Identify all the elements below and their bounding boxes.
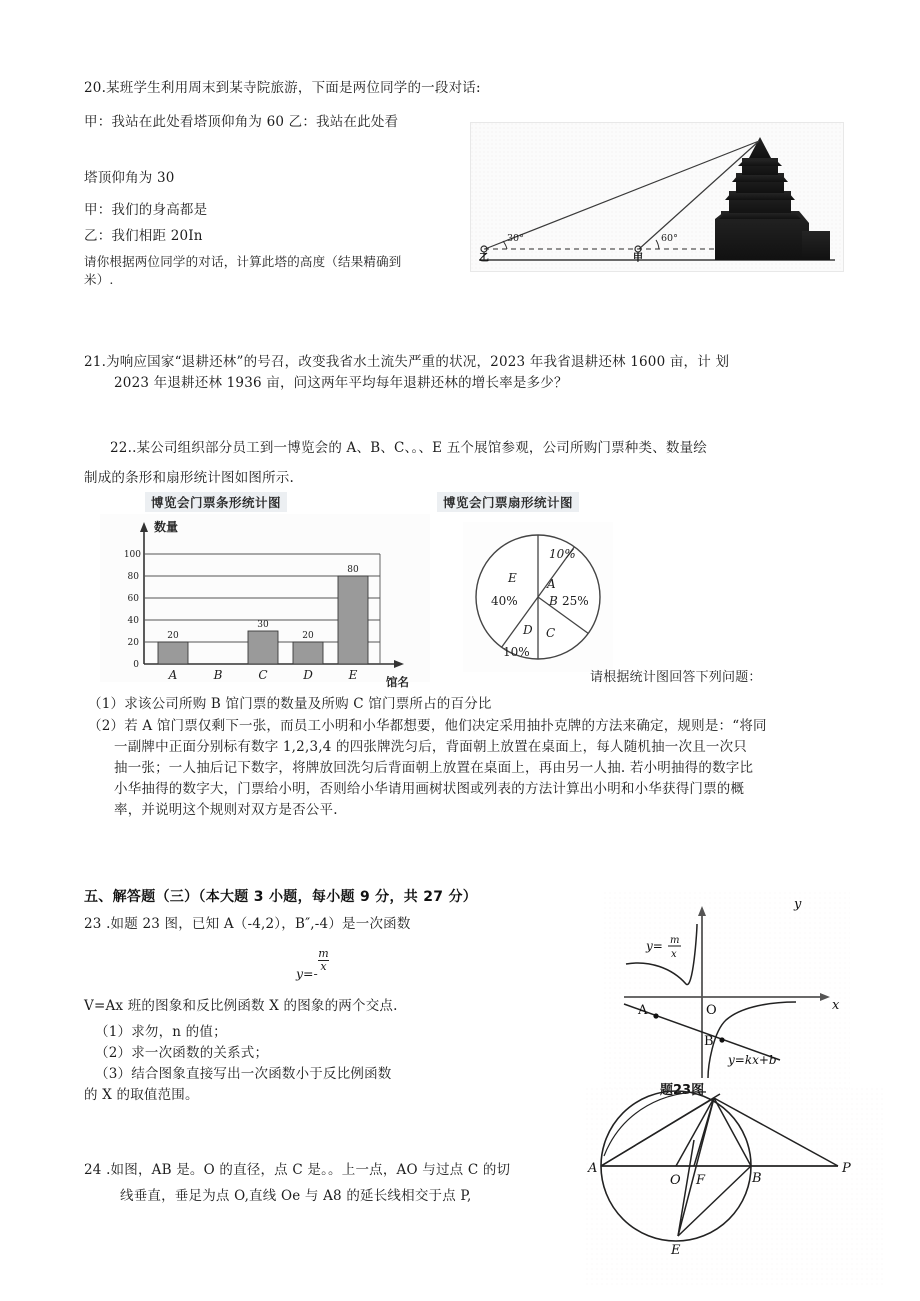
svg-text:x: x <box>832 998 840 1013</box>
svg-text:D: D <box>523 623 533 637</box>
statistics-charts <box>100 492 660 687</box>
svg-text:E: E <box>348 668 358 682</box>
svg-text:E: E <box>508 571 517 585</box>
question-21 <box>84 352 844 394</box>
bar-chart-xlabel: 馆名 <box>386 675 409 689</box>
svg-text:y=kx+b: y=kx+b <box>728 1053 777 1067</box>
svg-text:20: 20 <box>302 631 314 641</box>
question-24-line-1: 24 .如图，AB 是。O 的直径，点 C 是。。上一点，AO 与过点 C 的切 <box>84 1162 511 1178</box>
svg-text:30: 30 <box>257 620 269 630</box>
svg-text:A: A <box>638 1003 648 1018</box>
svg-text:D: D <box>303 668 313 682</box>
svg-text:60: 60 <box>127 594 139 604</box>
question-24-line-2: 线垂直，垂足为点 O,直线 Oe 与 A8 的延长线相交于点 P, <box>120 1188 472 1204</box>
question-23-item-4: 的 X 的取值范围。 <box>84 1087 199 1103</box>
svg-text:20: 20 <box>167 631 179 641</box>
svg-text:100: 100 <box>123 550 141 560</box>
fraction-numerator: m <box>318 947 329 960</box>
question-23-item-2: （2）求一次函数的关系式； <box>95 1045 269 1061</box>
svg-text:80: 80 <box>347 565 359 575</box>
pie-chart-plot <box>463 522 613 676</box>
svg-text:B: B <box>752 1171 762 1186</box>
svg-text:C: C <box>546 626 556 640</box>
q22-item2-line-c: 抽一张；一人抽后记下数字，将牌放回洗匀后背面朝上放置在桌面上，再由另一人抽. 若小明抽得的数字比 <box>114 759 754 776</box>
q22-item2-line-a: （2）若 A 馆门票仅剩下一张，而员工小明和小华都想要，他们决定采用抽扑克牌的方法来确定，规则是：“将同 <box>88 718 767 734</box>
observer-label-left: 乙 <box>479 253 489 264</box>
question-23-item-1: （1）求勿，n 的值； <box>95 1024 227 1040</box>
svg-text:F: F <box>696 1173 706 1188</box>
svg-text:m: m <box>670 935 680 946</box>
question-22-heading: 22..某公司组织部分员工到一博览会的 A、B、C、。、E 五个展馆参观，公司所购门票种类、数量绘 <box>110 440 707 456</box>
svg-text:P: P <box>842 1161 851 1176</box>
question-20-line-5: 请你根据两位同学的对话，计算此塔的高度（结果精确到米）. <box>84 254 402 288</box>
bar-chart-ylabel: 数量 <box>154 520 179 534</box>
angle-label-right: 60° <box>661 233 678 244</box>
svg-text:O: O <box>706 1003 717 1018</box>
svg-text:x: x <box>671 949 677 960</box>
svg-text:A: A <box>588 1161 598 1176</box>
svg-text:40: 40 <box>127 616 139 626</box>
svg-text:0: 0 <box>133 660 139 670</box>
q22-item2-line-d: 小华抽得的数字大，门票给小明，否则给小华请用画树状图或列表的方法计算出小明和小华获得门票的概 <box>114 780 745 797</box>
question-21-line-1: 21.为响应国家“退耕还林”的号召，改变我省水土流失严重的状况，2023 年我省退耕还林 1600 亩，计 划 <box>84 354 730 370</box>
bar-chart-plot <box>100 514 430 686</box>
question-20-line-1: 甲：我站在此处看塔顶仰角为 60 乙：我站在此处看 <box>84 114 399 130</box>
pie-chart-title: 博览会门票扇形统计图 <box>437 492 579 512</box>
coordinate-graph-diagram <box>604 892 850 1092</box>
tower-elevation-diagram <box>470 122 844 272</box>
question-20-heading: 20.某班学生利用周末到某寺院旅游，下面是两位同学的一段对话: <box>84 80 481 96</box>
svg-text:y: y <box>794 897 802 912</box>
circle-geometry-diagram <box>586 1088 886 1288</box>
question-21-line-2: 2023 年退耕还林 1936 亩，问这两年平均每年退耕还林的增长率是多少？ <box>114 374 568 391</box>
q22-item2-line-e: 率，并说明这个规则对双方是否公平. <box>114 801 338 818</box>
q22-item2-line-b: 一副牌中正面分别标有数字 1,2,3,4 的四张牌洗匀后，背面朝上放置在桌面上，每人随机抽一次且一次只 <box>114 738 748 755</box>
question-22-heading-cont: 制成的条形和扇形统计图如图所示. <box>84 470 294 486</box>
observer-label-right: 甲 <box>633 253 643 264</box>
question-22-item-2 <box>88 716 850 821</box>
svg-text:25%: 25% <box>562 594 589 608</box>
svg-text:y=: y= <box>646 939 663 953</box>
svg-text:A: A <box>168 668 178 682</box>
question-20-line-2: 塔顶仰角为 30 <box>84 170 175 186</box>
svg-text:E: E <box>671 1243 681 1258</box>
question-23-fraction <box>318 948 329 972</box>
svg-text:80: 80 <box>127 572 139 582</box>
question-20-line-4: 乙：我们相距 20In <box>84 228 203 244</box>
svg-text:B: B <box>213 668 223 682</box>
svg-text:10%: 10% <box>503 645 530 659</box>
question-22-item-1: （1）求该公司所购 B 馆门票的数量及所购 C 馆门票所占的百分比 <box>88 696 492 712</box>
svg-text:10%: 10% <box>549 547 576 561</box>
fraction-denominator: x <box>320 959 327 973</box>
svg-text:O: O <box>670 1173 681 1188</box>
question-23-line-1: 23 .如题 23 图，已知 A（-4,2），B″,-4）是一次函数 <box>84 916 411 932</box>
question-22-prompt: 请根据统计图回答下列问题： <box>590 670 762 685</box>
angle-label-left: 30° <box>507 233 524 244</box>
question-20-line-3: 甲：我们的身高都是 <box>84 202 208 218</box>
svg-text:A: A <box>547 577 556 591</box>
section-5-heading: 五、解答题（三）（本大题 3 小题，每小题 9 分，共 27 分） <box>84 889 478 905</box>
svg-text:B: B <box>549 594 558 608</box>
question-23-line-2: V=Ax 班的图象和反比例函数 X 的图象的两个交点. <box>84 998 398 1014</box>
question-23-item-3: （3）结合图象直接写出一次函数小于反比例函数 <box>95 1066 392 1082</box>
svg-text:B: B <box>704 1034 714 1049</box>
svg-text:40%: 40% <box>491 594 518 608</box>
bar-chart-title: 博览会门票条形统计图 <box>145 492 287 512</box>
question-23-y-equals: y=- <box>296 966 318 981</box>
svg-text:20: 20 <box>127 638 139 648</box>
svg-text:C: C <box>258 668 268 682</box>
